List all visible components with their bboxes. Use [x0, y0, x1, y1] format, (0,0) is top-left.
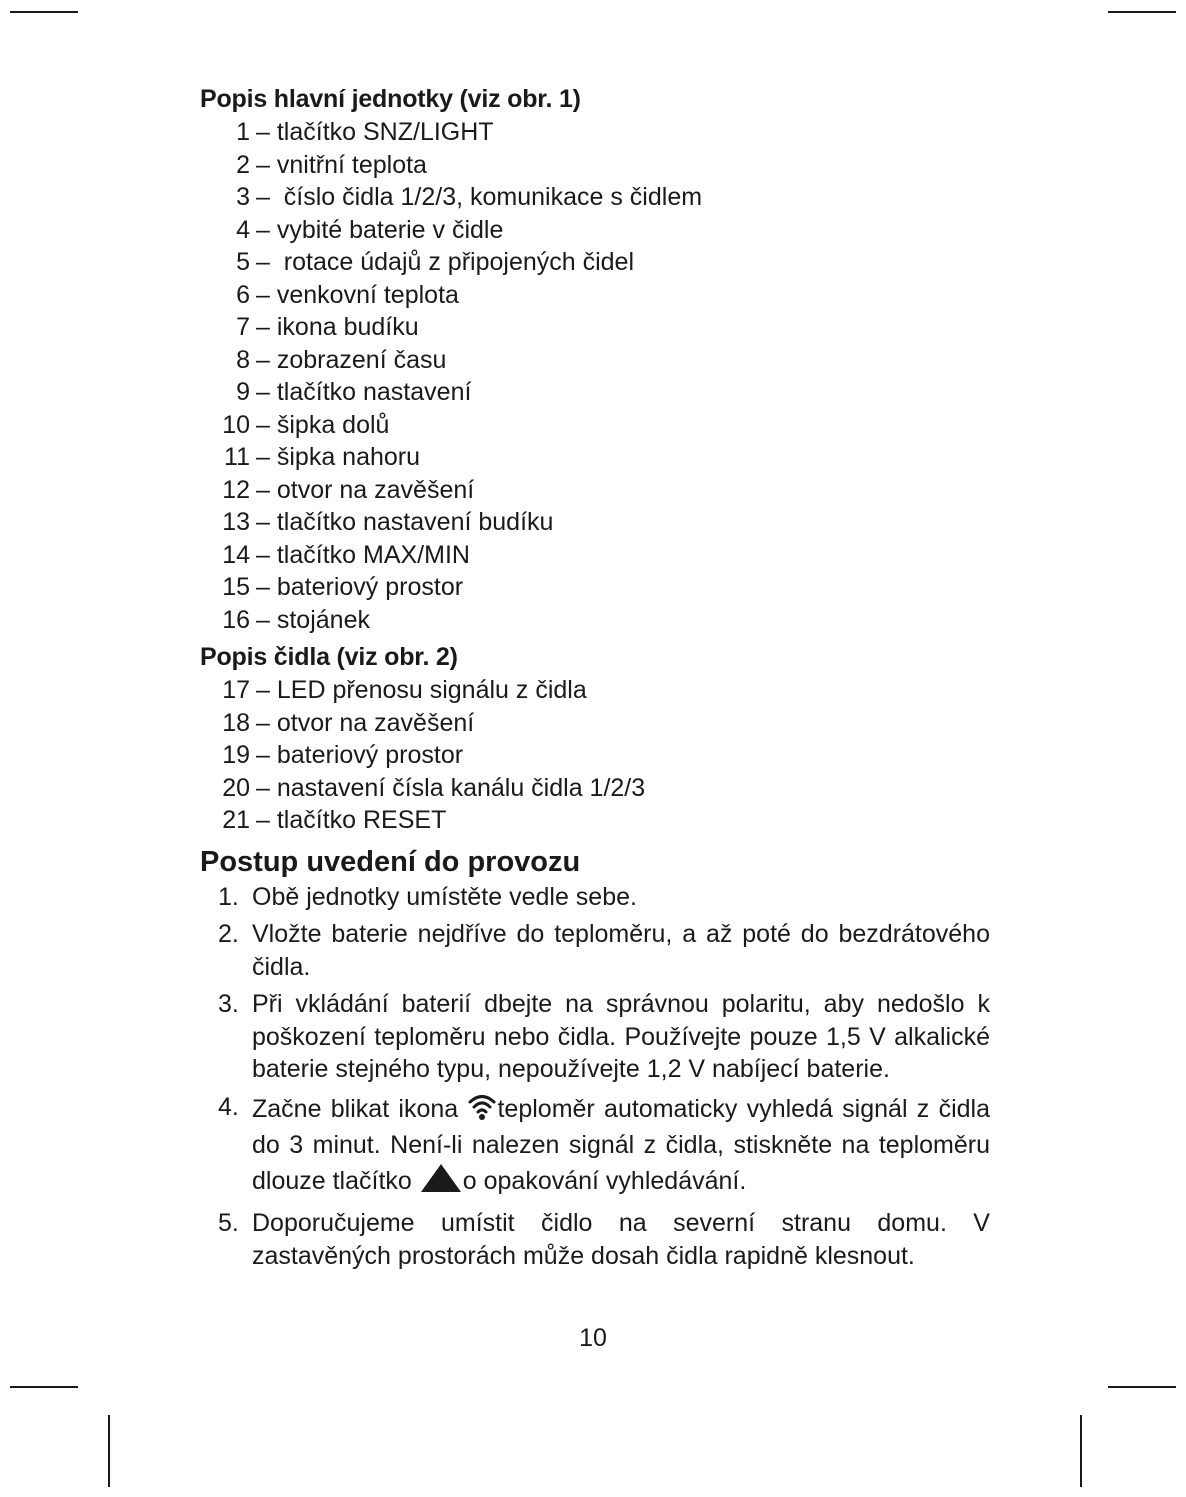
- up-arrow-button-icon: [419, 1162, 463, 1203]
- item-number: 6: [236, 280, 250, 309]
- item-number: 1: [236, 118, 250, 146]
- item-number: 12: [222, 475, 250, 504]
- crop-mark-bottom-right: [1108, 1386, 1176, 1388]
- list-item: 19 – bateriový prostor: [200, 739, 990, 772]
- item-text: bateriový prostor: [276, 741, 464, 769]
- list-item: 17 – LED přenosu signálu z čidla: [200, 674, 990, 707]
- item-text: šipka dolů: [276, 410, 390, 439]
- item-number: 9: [236, 378, 250, 406]
- item-text: rotace údajů z připojených čidel: [276, 248, 635, 276]
- step-text-part-a: Začne blikat ikona: [252, 1094, 468, 1123]
- item-text: tlačítko SNZ/LIGHT: [276, 118, 494, 146]
- item-number: 8: [236, 345, 250, 374]
- item-text: tlačítko MAX/MIN: [276, 540, 470, 569]
- crop-mark-bottom-right-vertical: [1080, 1415, 1082, 1487]
- item-number: 5: [236, 248, 250, 276]
- item-text: stojánek: [276, 605, 370, 634]
- step-item: [200, 881, 990, 914]
- step-text-part-b: teploměr automaticky vyhledá signál z čidla do 3 minut. Není-li nalezen signál z čidla, stiskněte na teploměru dlouze tlačítko: [252, 1094, 990, 1195]
- list-item: 5 – rotace údajů z připojených čidel: [200, 246, 990, 279]
- item-text: číslo čidla 1/2/3, komunikace s čidlem: [276, 183, 703, 211]
- item-text: ikona budíku: [276, 313, 419, 341]
- item-text: šipka nahoru: [276, 443, 421, 471]
- step-number: 1.: [218, 882, 239, 911]
- step-text: Doporučujeme umístit čidlo na severní stranu domu. V zastavěných prostorách může dosah čidla rapidně klesnout.: [252, 1209, 990, 1270]
- item-number: 13: [222, 508, 250, 536]
- item-number: 20: [222, 773, 250, 802]
- list-item: 2 – vnitřní teplota: [200, 149, 990, 182]
- item-text: bateriový prostor: [276, 573, 464, 601]
- list-item: 14 – tlačítko MAX/MIN: [200, 539, 990, 572]
- setup-steps-list: [200, 881, 990, 1273]
- step-number: 4.: [218, 1092, 239, 1121]
- item-text: otvor na zavěšení: [276, 708, 475, 737]
- page-number: 10: [579, 1324, 607, 1352]
- list-item: 20 – nastavení čísla kanálu čidla 1/2/3: [200, 772, 990, 805]
- item-number: 7: [236, 313, 250, 341]
- item-number: 17: [222, 676, 250, 704]
- item-text: vnitřní teplota: [276, 150, 427, 179]
- item-text: otvor na zavěšení: [276, 475, 475, 504]
- list-item: 18 – otvor na zavěšení: [200, 707, 990, 740]
- main-unit-parts-list: [200, 116, 990, 636]
- item-text: vybité baterie v čidle: [276, 215, 504, 244]
- item-number: 3: [236, 183, 250, 211]
- item-number: 18: [222, 708, 250, 737]
- item-number: 11: [224, 443, 250, 471]
- step-text: Obě jednotky umístěte vedle sebe.: [252, 882, 637, 911]
- list-item: 9 – tlačítko nastavení: [200, 376, 990, 409]
- list-item: 1 – tlačítko SNZ/LIGHT: [200, 116, 990, 149]
- item-text: nastavení čísla kanálu čidla 1/2/3: [276, 773, 646, 802]
- step-text: Vložte baterie nejdříve do teploměru, a až poté do bezdrátového čidla.: [252, 920, 990, 981]
- item-number: 16: [222, 605, 250, 634]
- item-number: 4: [236, 215, 250, 244]
- list-item: 12 – otvor na zavěšení: [200, 474, 990, 507]
- step-item: [200, 1207, 990, 1272]
- step-item: [200, 1091, 990, 1203]
- item-text: tlačítko RESET: [276, 806, 447, 834]
- step-number: 2.: [218, 920, 239, 948]
- list-item: 10 – šipka dolů: [200, 409, 990, 442]
- item-text: tlačítko nastavení: [276, 378, 472, 406]
- list-item: 15 – bateriový prostor: [200, 571, 990, 604]
- list-item: 7 – ikona budíku: [200, 311, 990, 344]
- item-number: 14: [222, 540, 250, 569]
- item-number: 15: [222, 573, 250, 601]
- list-item: 21 – tlačítko RESET: [200, 804, 990, 837]
- page-content: [200, 82, 990, 1277]
- list-item: 13 – tlačítko nastavení budíku: [200, 506, 990, 539]
- step-number: 3.: [218, 990, 239, 1018]
- item-text: tlačítko nastavení budíku: [276, 508, 554, 536]
- crop-mark-bottom-left: [10, 1386, 78, 1388]
- list-item: 4 – vybité baterie v čidle: [200, 214, 990, 247]
- sensor-parts-list: [200, 674, 990, 837]
- step-item: [200, 918, 990, 983]
- list-item: 11 – šipka nahoru: [200, 441, 990, 474]
- crop-mark-top-left: [10, 11, 78, 13]
- item-number: 19: [222, 741, 250, 769]
- item-text: venkovní teplota: [276, 280, 459, 309]
- item-text: LED přenosu signálu z čidla: [276, 676, 587, 704]
- item-number: 10: [222, 410, 250, 439]
- list-item: 16 – stojánek: [200, 604, 990, 637]
- section-title-main-unit: Popis hlavní jednotky (viz obr. 1): [200, 85, 581, 113]
- section-title-setup: Postup uvedení do provozu: [200, 845, 581, 878]
- list-item: 6 – venkovní teplota: [200, 279, 990, 312]
- signal-icon: [467, 1091, 497, 1130]
- step-text: Při vkládání baterií dbejte na správnou polaritu, aby nedošlo k poškození teploměru nebo čidla. Používejte pouze 1,5 V alkalické baterie stejného typu, nepoužívejte 1,2 V nabíjecí baterie.: [252, 990, 990, 1083]
- item-number: 21: [222, 806, 250, 834]
- list-item: 3 – číslo čidla 1/2/3, komunikace s čidlem: [200, 181, 990, 214]
- crop-mark-bottom-left-vertical: [108, 1415, 110, 1487]
- item-number: 2: [236, 150, 250, 179]
- crop-mark-top-right: [1108, 11, 1176, 13]
- section-title-sensor: Popis čidla (viz obr. 2): [200, 643, 458, 671]
- item-text: zobrazení času: [276, 345, 447, 374]
- step-number: 5.: [218, 1209, 239, 1237]
- step-text-part-c: o opakování vyhledávání.: [462, 1166, 747, 1195]
- list-item: 8 – zobrazení času: [200, 344, 990, 377]
- step-item: [200, 988, 990, 1086]
